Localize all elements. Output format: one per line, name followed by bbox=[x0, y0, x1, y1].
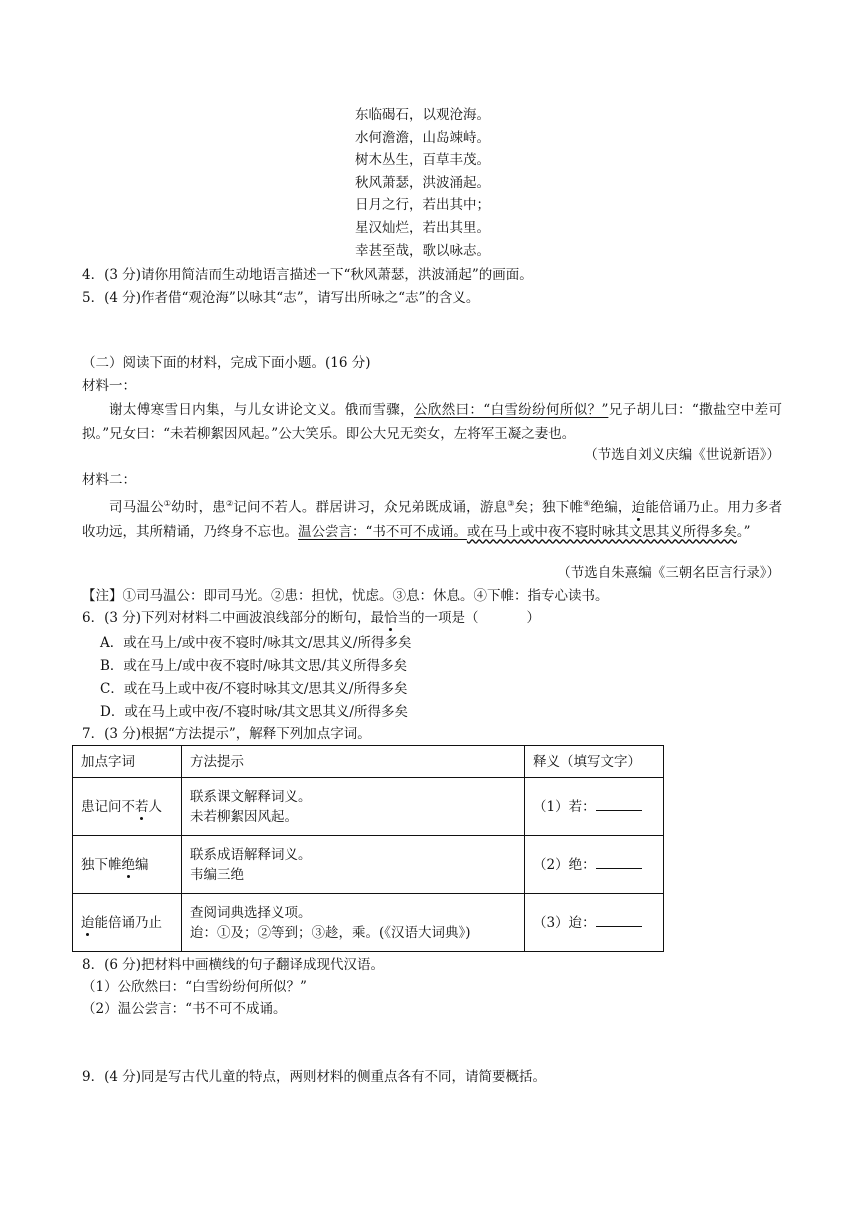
question-8: 8．(6 分)把材料中画横线的句子翻译成现代汉语。 bbox=[82, 957, 385, 973]
table-row: 独下帷绝编 联系成语解释词义。 韦编三绝 （2）绝： bbox=[73, 836, 664, 894]
table-row: 患记问不若人 联系课文解释词义。 未若柳絮因风起。 （1）若： bbox=[73, 778, 664, 836]
poem-line: 水何澹澹，山岛竦峙。 bbox=[355, 129, 490, 146]
question-4: 4．(3 分)请你用简洁而生动地语言描述一下“秋风萧瑟，洪波涌起”的画面。 bbox=[82, 267, 533, 283]
answer-blank[interactable] bbox=[596, 914, 642, 927]
answer-blank[interactable] bbox=[596, 856, 642, 869]
vocab-table bbox=[72, 745, 664, 952]
option-d: D．或在马上或中夜/不寝时咏/其文思其义/所得多矣 bbox=[100, 704, 408, 720]
question-6: 6．(3 分)下列对材料二中画波浪线部分的断句，最恰当的一项是（ ） bbox=[82, 610, 541, 626]
material-2-source: （节选自朱熹编《三朝名臣言行录》） bbox=[557, 565, 780, 581]
question-7: 7．(3 分)根据“方法提示”，解释下列加点字词。 bbox=[82, 726, 371, 742]
table-header-row: 加点字词 方法提示 释义（填写文字） bbox=[73, 746, 664, 778]
poem-line: 秋风萧瑟，洪波涌起。 bbox=[355, 174, 490, 191]
material-1-label: 材料一： bbox=[82, 378, 136, 394]
material-1-text: 谢太傅寒雪日内集，与儿女讲论文义。俄而雪骤，公欣然曰：“白雪纷纷何所似？”兄子胡儿曰：“撒盐空中差可拟。”兄女曰：“未若柳絮因风起。”公大笑乐。即公大兄无奕女，左将军王凝之妻也。 bbox=[82, 402, 782, 442]
poem bbox=[355, 104, 490, 262]
poem-line: 幸甚至哉，歌以咏志。 bbox=[355, 242, 490, 259]
answer-blank[interactable] bbox=[596, 798, 642, 811]
question-8-part-1: （1）公欣然曰：“白雪纷纷何所似？” bbox=[82, 979, 307, 995]
material-2-label: 材料二： bbox=[82, 472, 136, 488]
annotation-note: 【注】①司马温公：即司马光。②患：担忧，忧虑。③息：休息。④下帷：指专心读书。 bbox=[82, 588, 609, 604]
option-b: B．或在马上/或中夜不寝时/咏其文思/其义所得多矣 bbox=[100, 658, 408, 674]
poem-line: 树木丛生，百草丰茂。 bbox=[355, 152, 490, 169]
question-8-part-2: （2）温公尝言：“书不可不成诵。 bbox=[82, 1001, 287, 1017]
material-1-source: （节选自刘义庆编《世说新语》） bbox=[584, 447, 780, 463]
material-2-text: 司马温公①幼时，患②记问不若人。群居讲习，众兄弟既成诵，游息③矣；独下帷④绝编，迨能倍诵乃止。用力多者收功远，其所精诵，乃终身不忘也。温公尝言：“书不可不成诵。或在马上或中夜不寝时咏其文思其义所得多矣。” bbox=[82, 499, 783, 540]
underlined-sentence-1: 公欣然曰：“白雪纷纷何所似？” bbox=[413, 402, 609, 418]
poem-line: 星汉灿烂，若出其里。 bbox=[355, 219, 490, 236]
table-row: 迨能倍诵乃止 查阅词典选择义项。 迨：①及；②等到；③趁，乘。(《汉语大词典》) （3）迨： bbox=[73, 894, 664, 952]
option-c: C．或在马上或中夜/不寝时咏其文/思其义/所得多矣 bbox=[100, 681, 408, 697]
poem-line: 日月之行，若出其中； bbox=[355, 197, 490, 214]
wavy-line-sentence: 或在马上或中夜不寝时咏其文思其义所得多矣 bbox=[466, 523, 737, 540]
question-5: 5．(4 分)作者借“观沧海”以咏其“志”，请写出所咏之“志”的含义。 bbox=[82, 290, 480, 306]
underlined-sentence-2: 温公尝言：“书不可不成诵。 bbox=[298, 523, 467, 540]
section-2-heading: （二）阅读下面的材料，完成下面小题。(16 分) bbox=[82, 355, 371, 371]
poem-line: 东临碣石，以观沧海。 bbox=[355, 107, 490, 123]
question-9: 9．(4 分)同是写古代儿童的特点，两则材料的侧重点各有不同，请简要概括。 bbox=[82, 1069, 547, 1085]
option-a: A．或在马上/或中夜不寝时/咏其文/思其义/所得多矣 bbox=[100, 635, 412, 651]
